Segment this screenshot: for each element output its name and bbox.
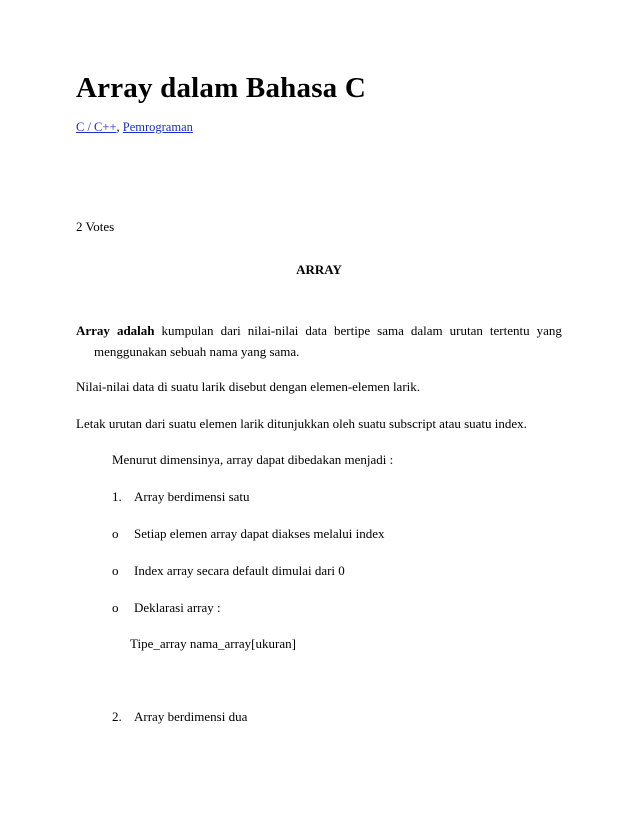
- category-link-pemrograman[interactable]: Pemrograman: [122, 120, 193, 134]
- bullet-text: Index array secara default dimulai dari 0: [134, 563, 345, 578]
- definition-continuation: menggunakan sebuah nama yang sama.: [94, 344, 300, 359]
- list-number: 2.: [112, 709, 122, 724]
- paragraph-index: Letak urutan dari suatu elemen larik ditunjukkan oleh suatu subscript atau suatu index.: [76, 416, 527, 431]
- definition-term: adalah: [116, 323, 155, 338]
- list-item-one-dimension: [112, 489, 250, 505]
- definition-line: [76, 323, 562, 339]
- bullet-item: [112, 563, 345, 579]
- definition-word: nilai-nilai: [247, 323, 299, 338]
- definition-word: kumpulan: [161, 323, 214, 338]
- bullet-text: Deklarasi array :: [134, 600, 221, 615]
- votes-count: 2 Votes: [76, 219, 115, 234]
- definition-word: yang: [536, 323, 562, 338]
- bullet-item: [112, 526, 385, 542]
- list-item-text: Array berdimensi satu: [134, 489, 250, 504]
- section-heading: ARRAY: [296, 262, 342, 277]
- definition-word: tertentu: [489, 323, 530, 338]
- definition-word: dalam: [410, 323, 443, 338]
- definition-word: data: [305, 323, 328, 338]
- list-number: 1.: [112, 489, 122, 504]
- category-separator: ,: [116, 120, 120, 134]
- page-title: Array dalam Bahasa C: [76, 72, 366, 104]
- paragraph-elements: Nilai-nilai data di suatu larik disebut dengan elemen-elemen larik.: [76, 379, 421, 394]
- definition-word: sama: [377, 323, 404, 338]
- list-item-text: Array berdimensi dua: [134, 709, 248, 724]
- bullet-marker: o: [112, 526, 119, 541]
- bullet-marker: o: [112, 600, 119, 615]
- bullet-text: Setiap elemen array dapat diakses melalui index: [134, 526, 385, 541]
- definition-word: urutan: [449, 323, 483, 338]
- category-link-c-cpp[interactable]: C / C++: [76, 120, 117, 134]
- code-declaration: Tipe_array nama_array[ukuran]: [130, 636, 296, 651]
- dimension-intro: Menurut dimensinya, array dapat dibedakan menjadi :: [112, 452, 394, 467]
- list-item-two-dimension: [112, 709, 247, 725]
- bullet-item: [112, 600, 221, 616]
- category-links: [76, 120, 193, 135]
- definition-word: dari: [220, 323, 241, 338]
- bullet-marker: o: [112, 563, 119, 578]
- definition-word: bertipe: [334, 323, 371, 338]
- definition-term: Array: [76, 323, 110, 338]
